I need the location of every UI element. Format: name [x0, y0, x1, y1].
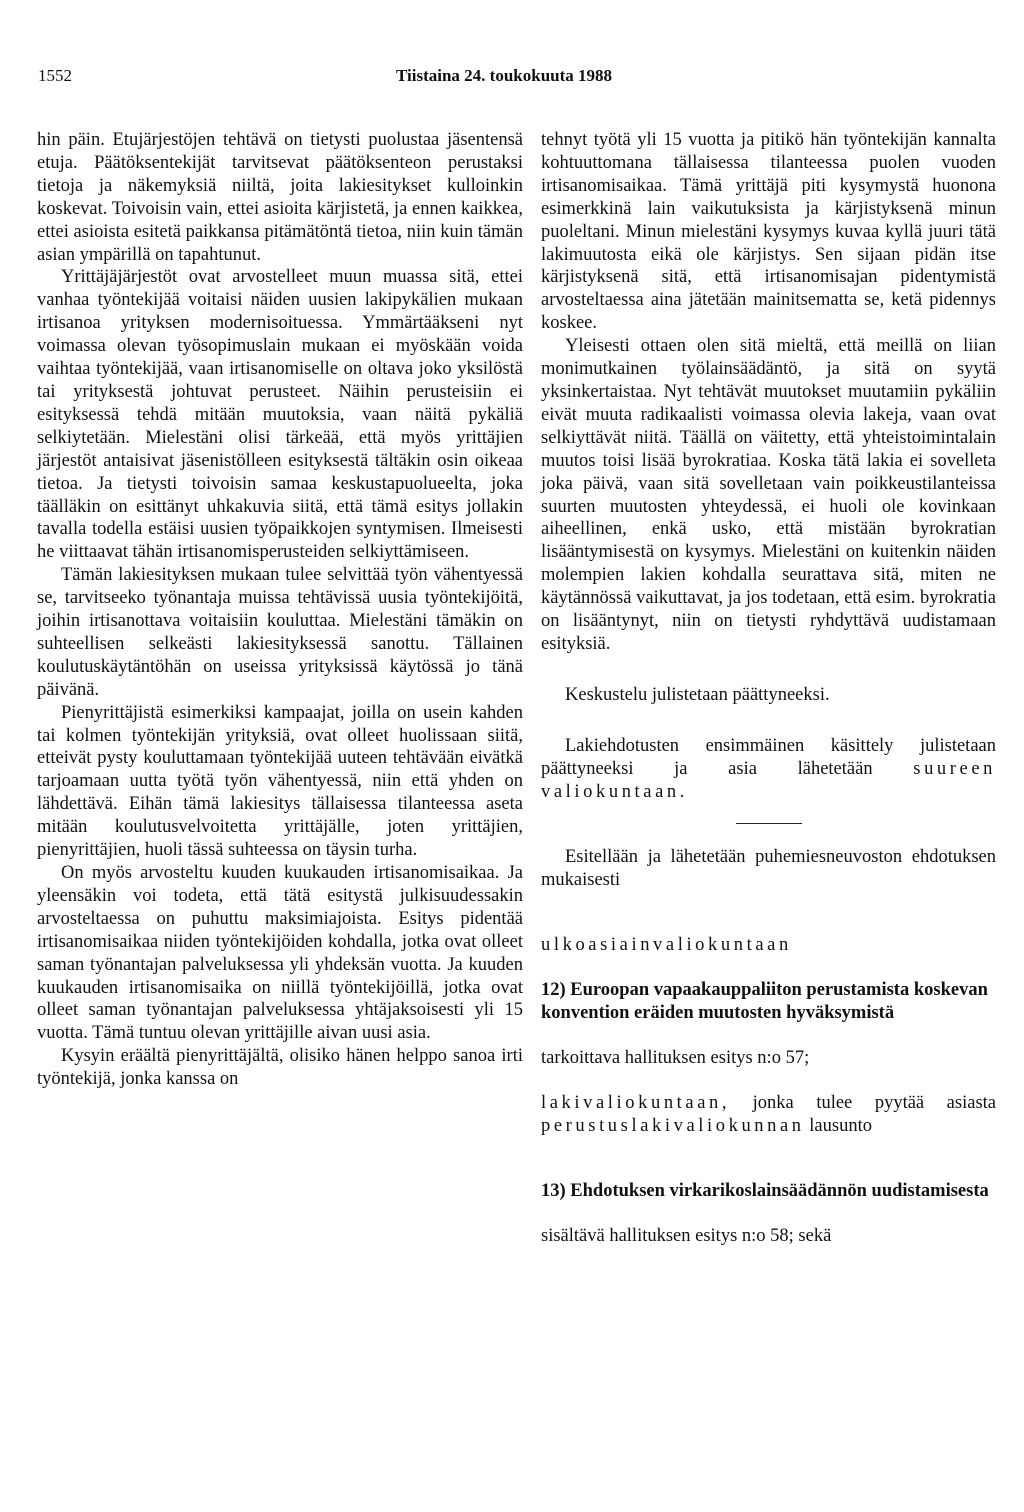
committee-foreign-affairs: ulkoasiainvaliokuntaan	[541, 935, 792, 956]
agenda-item-12-heading: 12) Euroopan vapaakauppaliiton perustamista koskevan konvention eräiden muutosten hyväksymistä	[541, 980, 988, 1024]
body-paragraph: Tämän lakiesityksen mukaan tulee selvittää työn vähentyessä se, tarvitseeko työnantaja muissa tehtävissä uusia työntekijöitä, joihin irtisanottava voitaisiin kouluttaa. Mielestäni tämäkin on suhteellisen selkeästi lakiesityksessä sanottu. Tällainen koulutuskäytäntöhän on useissa yrityksissä käytössä jo tänä päivänä.	[37, 565, 523, 700]
left-column	[37, 129, 523, 1091]
body-paragraph: Yleisesti ottaen olen sitä mieltä, että meillä on liian monimutkainen työlainsäädäntö, ja sitä on syytä yksinkertaistaa. Nyt tehtävät muutokset muutamiin pykäliin eivät muuta radikaalisti voimassa olevia lakeja, vaan ovat selkiyttävät niitä. Täällä on väitetty, että yhteistoimintalain muutos toisi lisää byrokratiaa. Koska tätä lakia ei sovelleta joka päivä, vaan sitä sovelletaan vain poikkeustilanteissa suurten muutosten yhteydessä, ei huoli ole kovinkaan aiheellinen, enkä usko, että mistään byrokratian lisääntymisestä on kysymys. Mielestäni on kuitenkin näiden molempien lakien kohdalla seurattava sitä, miten ne käytännössä vaikuttavat, ja jos todetaan, että esim. byrokratia on lisääntynyt, niin on tietysti ryhdyttävä uudistamaan esityksiä.	[541, 336, 996, 654]
body-paragraph: Yrittäjäjärjestöt ovat arvostelleet muun muassa sitä, ettei vanhaa työntekijää voitaisi näiden uusien lakipykälien mukaan irtisanoa yrityksen modernisoituessa. Ymmärtääkseni nyt voimassa olevan työsopimuslain mukaan ei myöskään voida vaihtaa työntekijää, vaan irtisanomiselle on oltava joko yksilöstä tai yrityksestä johtuvat perusteet. Näihin perusteisiin ei esityksessä tehdä mitään muutoksia, vaan näitä pykäliä selkiytetään. Mielestäni olisi tärkeää, että myös yrittäjien järjestöt antaisivat jäsenistölleen esityksestä tältäkin osin oikeaa tietoa. Ja tietysti toivoisin samaa keskustapuolueelta, joka täälläkin on esittänyt uhkakuvia siitä, että tämä esitys jollakin tavalla todella estäisi uusien työpaikkojen syntymisen. Ilmeisesti he viittaavat tähän irtisanomisperusteiden selkiyttämiseen.	[37, 267, 523, 563]
agenda-item-12-bill: tarkoittava hallituksen esitys n:o 57;	[541, 1048, 810, 1068]
body-paragraph: Kysyin eräältä pienyrittäjältä, olisiko hänen helppo sanoa irti työntekijä, jonka kanssa on	[37, 1046, 523, 1090]
page-number: 1552	[38, 66, 72, 85]
first-reading-text: Lakiehdotusten ensimmäinen käsittely julistetaan päättyneeksi ja asia lähetetään	[541, 735, 996, 779]
section-divider	[736, 823, 802, 824]
referral-mid: jonka tulee pyytää asiasta	[752, 1092, 996, 1113]
committee-constitutional: perustuslakivaliokunnan	[541, 1115, 805, 1136]
body-paragraph: tehnyt työtä yli 15 vuotta ja pitikö hän työntekijän kannalta kohtuuttomana tällaisessa tilanteessa puolen vuoden irtisanomisaikaa. Tämä yrittäjä piti kysymystä huonona esimerkkinä lain vaikutuksista ja kärjistyksenä minun puoleltani. Minun mielestäni kysymys kuvaa kyllä juuri tätä lakimuutosta eikä ole kärjistys. Sen sijaan pidän itse kärjistyksenä sitä, että irtisanomisajan pidentymistä arvosteltaessa aina jätetään mainitsematta se, ketä pidennys koskee.	[541, 130, 996, 334]
committee-law: lakivaliokuntaan,	[541, 1092, 731, 1113]
body-paragraph: hin päin. Etujärjestöjen tehtävä on tietysti puolustaa jäsentensä etuja. Päätöksentekijät tarvitsevat päätöksenteon perustaksi tietoja ja näkemyksiä niiltä, joita lakiesitykset kulloinkin koskevat. Toivoisin vain, ettei asioita kärjistetä, ja ennen kaikkea, ettei asioista esitetä paikkansa pitämätöntä tietoa, niin kuin tämän asian ympärillä on tapahtunut.	[37, 130, 523, 265]
header-date: Tiistaina 24. toukokuuta 1988	[396, 66, 613, 85]
agenda-item-13-bill: sisältävä hallituksen esitys n:o 58; sekä	[541, 1225, 832, 1246]
page-header	[38, 66, 988, 90]
right-column	[541, 129, 996, 1248]
first-reading	[541, 735, 996, 804]
referral-intro: Esitellään ja lähetetään puhemiesneuvoston ehdotuksen mukaisesti	[541, 847, 996, 891]
agenda-item-13-heading: 13) Ehdotuksen virkarikoslainsäädännön uudistamisesta	[541, 1180, 989, 1201]
referral-end: lausunto	[809, 1115, 872, 1136]
body-paragraph: On myös arvosteltu kuuden kuukauden irtisanomisaikaa. Ja yleensäkin voi todeta, että tätä esitystä julkisuudessakin arvosteltaessa on puhuttu maksimiajoista. Esitys pidentää irtisanomisaikaa niiden työntekijöiden kohdalla, jotka ovat olleet saman työnantajan palveluksessa yli yhdeksän vuotta. Ja kuuden kuukauden irtisanomisaika on niillä työntekijöillä, jotka ovat olleet saman työnantajan palveluksessa yhtäjaksoisesti yli 15 vuotta. Tämä tuntuu olevan yrittäjille aivan uusi asia.	[37, 863, 523, 1044]
discussion-closed: Keskustelu julistetaan päättyneeksi.	[565, 684, 830, 705]
body-paragraph: Pienyrittäjistä esimerkiksi kampaajat, joilla on usein kahden tai kolmen työntekijän yrityksiä, ovat olleet huolissaan siitä, etteivät pysty kouluttamaan työntekijää uuteen tehtävään eivätkä tarjoamaan uutta työtä työn vähentyessä, niin että yhden on lähdettävä. Eihän tämä lakiesitys tällaisessa tilanteessa aseta mitään koulutusvelvoitetta yrittäjälle, joten yrittäjien, pienyrittäjien, huoli tässä suhteessa on täysin turha.	[37, 702, 523, 861]
agenda-item-12-referral	[541, 1092, 996, 1138]
committee-grand: suureen valiokuntaan.	[541, 758, 997, 802]
